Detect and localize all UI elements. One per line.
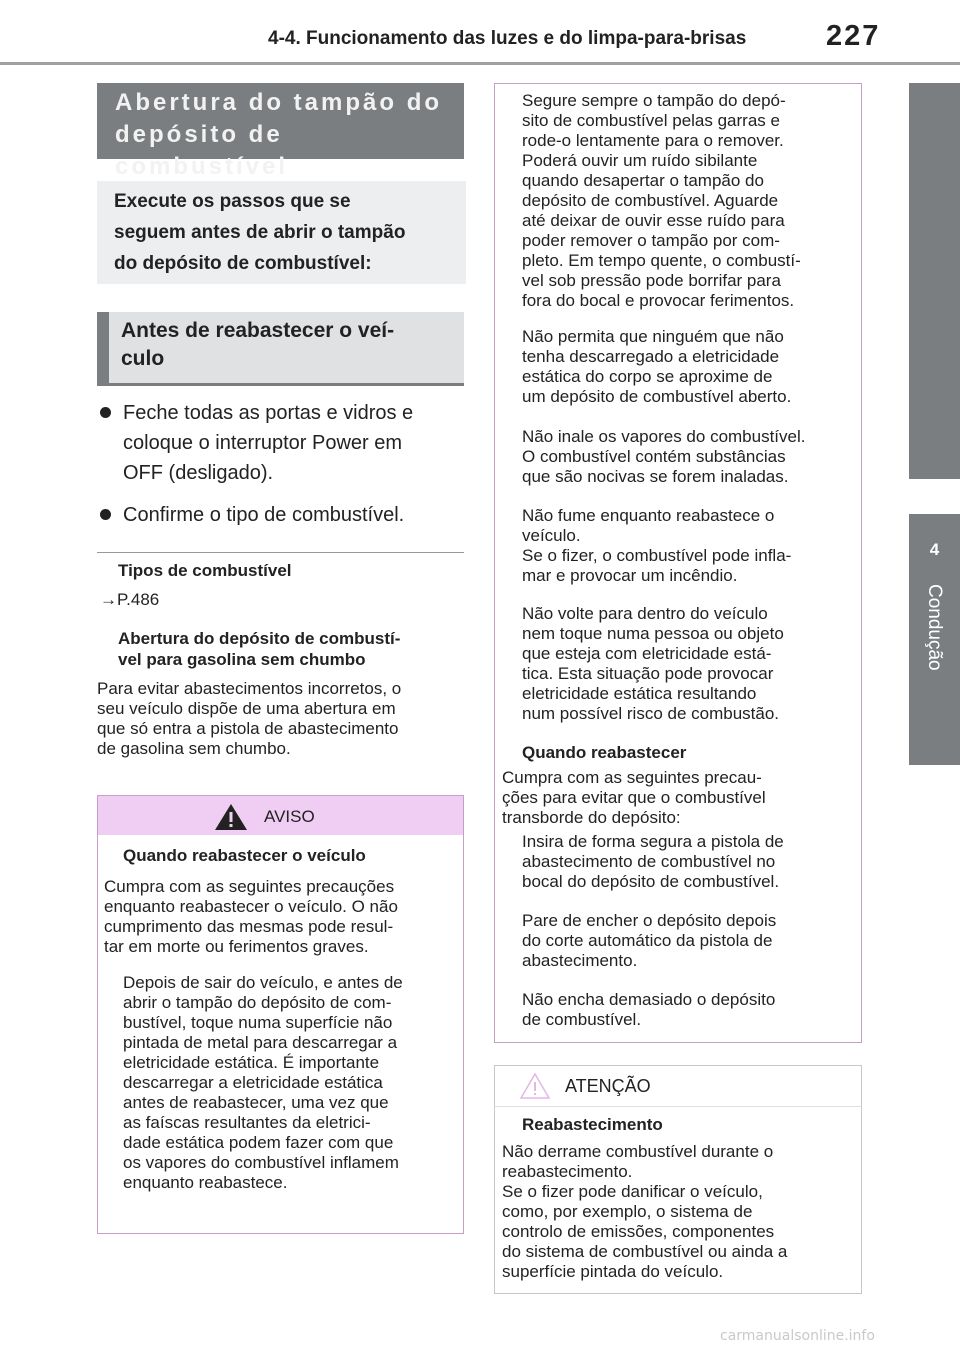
warning-item: Não volte para dentro do veículo nem toque numa pessoa ou objeto que esteja com eletricidade está- tica. Esta situação pode provocar eletricidade estática resultando num possível risco de combustão. <box>522 604 784 723</box>
notice-label: ATENÇÃO <box>565 1076 651 1096</box>
subsection-title-line1: Antes de reabastecer o veí- <box>121 319 395 342</box>
warning-label: AVISO <box>264 807 315 826</box>
refuel-item: Insira de forma segura a pistola de abastecimento de combustível no bocal do depósito de combustível. <box>522 832 784 891</box>
warning-item: Não fume enquanto reabastece o veículo. Se o fizer, o combustível pode infla- mar e provocar um incêndio. <box>522 506 792 585</box>
intro-box <box>97 181 466 284</box>
chapter-number: 4 <box>929 540 940 559</box>
chapter-label: Condução <box>924 584 945 671</box>
subsection-title <box>97 312 464 386</box>
page-number: 227 <box>826 20 881 52</box>
section-title-line1: Abertura do tampão do <box>115 89 443 116</box>
subsection-title-line2: culo <box>121 347 165 370</box>
notice-heading: Reabastecimento <box>522 1115 663 1134</box>
section-title <box>97 83 464 180</box>
warning-item: Não inale os vapores do combustível. O combustível contém substâncias que são nocivas se forem inaladas. <box>522 427 806 486</box>
refuel-item: Não encha demasiado o depósito de combustível. <box>522 990 776 1029</box>
warning-heading: Quando reabastecer o veículo <box>123 846 366 865</box>
notice-text: Não derrame combustível durante o reabastecimento. Se o fizer pode danificar o veículo, como, por exemplo, o sistema de controlo de emissões, componentes do sistema de combustível ou ainda a superfície pintada do veículo. <box>502 1142 788 1281</box>
refuel-heading: Quando reabastecer <box>522 743 687 762</box>
bullet-list <box>97 398 467 542</box>
warning-triangle-icon <box>214 803 248 831</box>
warning-item: Não permita que ninguém que não tenha descarregado a eletricidade estática do corpo se aproxime de um depósito de combustível aberto. <box>522 327 792 406</box>
warning-item: Segure sempre o tampão do depó- sito de combustível pelas garras e rode-o lentamente para o remover. Poderá ouvir um ruído sibilante quando desapertar o tampão do depósito de combustível. Aguarde até deixar de ouvir esse ruído para poder remover o tampão por com- pleto. Em tempo quente, o combustí- vel sob pressão pode borrifar para fora do bocal e provocar ferimentos. <box>522 91 801 310</box>
intro-line3: do depósito de combustível: <box>114 253 372 274</box>
warning-item: Depois de sair do veículo, e antes de abrir o tampão do depósito de com- bustível, toque numa superfície não pintada de metal para descarregar a eletricidade estática. É importante descarregar a eletricidade estática antes de reabastecer, uma vez que as faíscas resultantes da eletrici- dade estática podem fazer com que os vapores do combustível inflamem enquanto reabastece. <box>123 973 403 1192</box>
section-title-line2: depósito de combustível <box>115 121 289 180</box>
fuel-types-heading: Tipos de combustível <box>118 561 292 580</box>
chapter-tab <box>909 514 960 765</box>
intro-line1: Execute os passos que se <box>114 191 351 212</box>
refuel-item: Pare de encher o depósito depois do corte automático da pistola de abastecimento. <box>522 911 777 970</box>
side-bar-top <box>909 83 960 479</box>
intro-line2: seguem antes de abrir o tampão <box>114 222 406 243</box>
refuel-intro: Cumpra com as seguintes precau- ções para evitar que o combustível transborde do depósito: <box>502 768 766 827</box>
bullet-item: Confirme o tipo de combustível. <box>97 500 467 530</box>
warning-intro: Cumpra com as seguintes precauções enquanto reabastecer o veículo. O não cumprimento das mesmas pode resul- tar em morte ou ferimentos graves. <box>104 877 398 956</box>
bullet-item: Feche todas as portas e vidros e coloque o interruptor Power em OFF (desligado). <box>97 398 467 488</box>
divider <box>97 552 464 553</box>
warning-header <box>97 795 464 836</box>
page-reference-link[interactable]: →P.486 <box>100 590 160 609</box>
header-divider <box>0 62 960 65</box>
notice-header <box>494 1065 862 1107</box>
header-section-title: 4-4. Funcionamento das luzes e do limpa-para-brisas <box>268 28 747 49</box>
caution-triangle-icon <box>519 1072 551 1100</box>
unleaded-body: Para evitar abastecimentos incorretos, o seu veículo dispõe de uma abertura em que só entra a pistola de abastecimento de gasolina sem chumbo. <box>97 679 402 758</box>
unleaded-heading: Abertura do depósito de combustí- vel para gasolina sem chumbo <box>118 629 401 669</box>
watermark: carmanualsonline.info <box>720 1328 875 1344</box>
